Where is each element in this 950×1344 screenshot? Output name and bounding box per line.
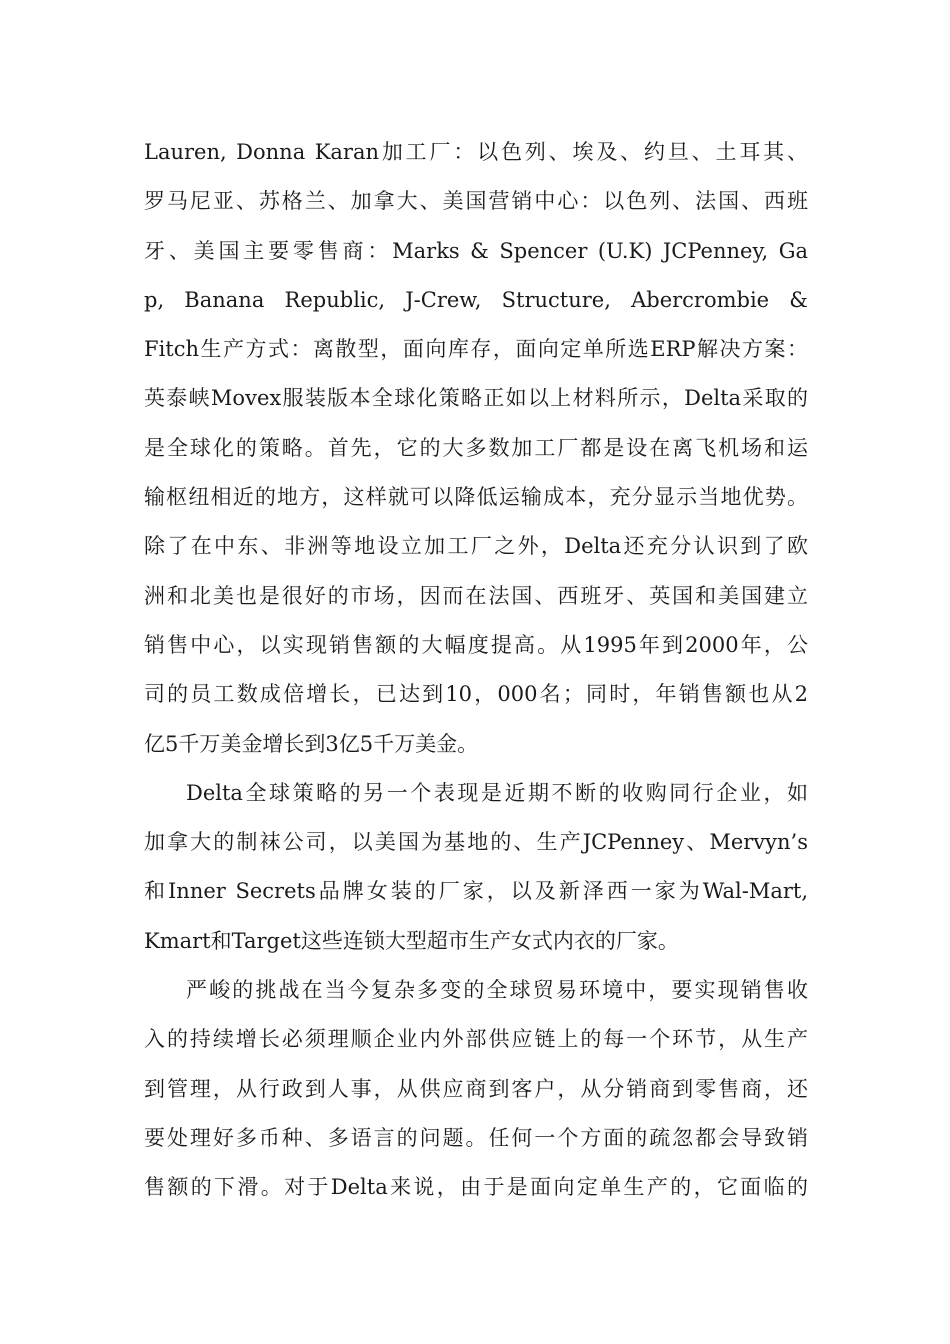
text-line: Fitch生产方式：离散型，面向库存，面向定单所选ERP解决方案： [144,337,808,362]
text-line: 加拿大的制袜公司，以美国为基地的、生产JCPenney、Mervyn’s [144,830,808,855]
text-line: Delta全球策略的另一个表现是近期不断的收购同行企业，如 [186,780,808,805]
text-line: 洲和北美也是很好的市场，因而在法国、西班牙、英国和美国建立 [144,583,808,608]
text-line: Lauren, Donna Karan加工厂：以色列、埃及、约旦、土耳其、 [144,140,808,164]
text-line: 英泰峡Movex服装版本全球化策略正如以上材料所示，Delta采取的 [144,386,808,411]
text-line: 输枢纽相近的地方，这样就可以降低运输成本，充分显示当地优势。 [144,485,808,510]
text-line: 严峻的挑战在当今复杂多变的全球贸易环境中，要实现销售收 [186,978,808,1003]
text-line: 除了在中东、非洲等地设立加工厂之外，Delta还充分认识到了欧 [144,534,808,559]
paragraph [144,966,808,1212]
text-line: 罗马尼亚、苏格兰、加拿大、美国营销中心：以色列、法国、西班 [144,189,808,214]
text-line: p, Banana Republic, J-Crew, Structure, Abercrombie & [144,287,808,312]
text-line: 和Inner Secrets品牌女装的厂家，以及新泽西一家为Wal-Mart, [144,879,808,904]
text-line: Kmart和Target这些连锁大型超市生产女式内衣的厂家。 [144,928,679,953]
text-line: 牙、美国主要零售商：Marks & Spencer (U.K) JCPenney, Ga [144,238,808,263]
text-line: 售额的下滑。对于Delta来说，由于是面向定单生产的，它面临的 [144,1175,808,1200]
text-line: 到管理，从行政到人事，从供应商到客户，从分销商到零售商，还 [144,1076,808,1101]
paragraph [144,769,808,966]
text-line: 销售中心，以实现销售额的大幅度提高。从1995年到2000年，公 [144,632,808,657]
text-line: 是全球化的策略。首先，它的大多数加工厂都是设在离飞机场和运 [144,435,808,460]
text-line: 司的员工数成倍增长，已达到10，000名；同时，年销售额也从2 [144,682,808,707]
text-line: 要处理好多币种、多语言的问题。任何一个方面的疏忽都会导致销 [144,1125,808,1150]
text-line: 入的持续增长必须理顺企业内外部供应链上的每一个环节，从生产 [144,1027,808,1052]
paragraph [144,128,808,769]
document-body [144,128,808,1213]
text-line: 亿5千万美金增长到3亿5千万美金。 [144,731,479,756]
